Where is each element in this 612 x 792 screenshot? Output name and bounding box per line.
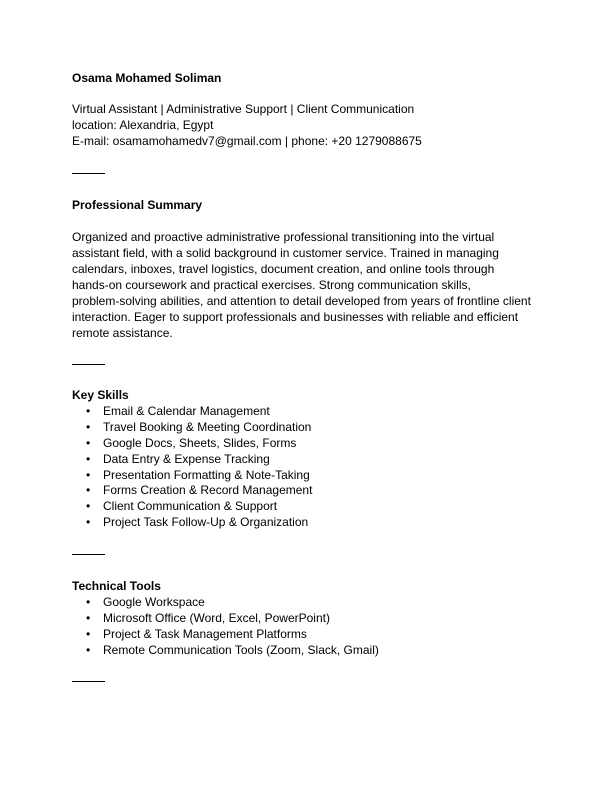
bullet-icon: •	[86, 419, 91, 434]
list-item	[72, 594, 379, 610]
summary-text	[72, 229, 531, 341]
bullet-icon: •	[86, 451, 91, 466]
bullet-icon: •	[86, 642, 91, 657]
bullet-icon: •	[86, 626, 91, 641]
location: location: Alexandria, Egypt	[72, 118, 214, 132]
contact-block	[72, 101, 422, 149]
tagline: Virtual Assistant | Administrative Support | Client Communication	[72, 102, 415, 116]
summary-line: Organized and proactive administrative professional transitioning into the virtual	[72, 230, 495, 244]
bullet-icon: •	[86, 499, 91, 514]
bullet-icon: •	[86, 467, 91, 482]
summary-heading: Professional Summary	[72, 198, 203, 212]
skills-heading: Key Skills	[72, 388, 129, 402]
bullet-icon: •	[86, 595, 91, 609]
list-item	[72, 610, 379, 626]
skill: Project Task Follow-Up & Organization	[103, 515, 309, 530]
list-item	[72, 419, 312, 435]
list-item	[72, 626, 379, 642]
summary-line: calendars, inboxes, travel logistics, document creation, and online tools through	[72, 262, 495, 276]
divider	[72, 554, 105, 555]
tool: Project & Task Management Platforms	[103, 626, 307, 641]
bullet-icon: •	[86, 515, 91, 530]
divider	[72, 681, 105, 682]
list-item	[72, 435, 312, 451]
bullet-icon: •	[86, 610, 91, 625]
skills-list	[72, 403, 312, 530]
list-item	[72, 403, 312, 419]
candidate-name: Osama Mohamed Soliman	[72, 71, 222, 85]
summary-line: problem-solving abilities, and attention to detail developed from years of frontline client	[72, 294, 531, 308]
list-item	[72, 514, 312, 530]
skill: Travel Booking & Meeting Coordination	[103, 419, 312, 434]
list-item	[72, 642, 379, 658]
summary-line: interaction. Eager to support professionals and businesses with reliable and efficient	[72, 310, 519, 324]
bullet-icon: •	[86, 483, 91, 498]
summary-line: remote assistance.	[72, 326, 173, 340]
divider	[72, 173, 105, 174]
bullet-icon: •	[86, 435, 91, 450]
skill: Data Entry & Expense Tracking	[103, 451, 270, 466]
tools-heading: Technical Tools	[72, 579, 161, 593]
summary-line: assistant field, with a solid background in customer service. Trained in managing	[72, 246, 499, 260]
list-item	[72, 482, 312, 498]
tool: Remote Communication Tools (Zoom, Slack, Gmail)	[103, 642, 379, 657]
list-item	[72, 498, 312, 514]
skill: Google Docs, Sheets, Slides, Forms	[103, 435, 297, 450]
tools-list	[72, 594, 379, 658]
contact-info: E-mail: osamamohamedv7@gmail.com | phone: +20 1279088675	[72, 134, 422, 148]
skill: Forms Creation & Record Management	[103, 483, 313, 498]
list-item	[72, 467, 312, 483]
tool: Microsoft Office (Word, Excel, PowerPoint)	[103, 610, 330, 625]
tool: Google Workspace	[103, 595, 205, 609]
list-item	[72, 451, 312, 467]
skill: Client Communication & Support	[103, 499, 278, 514]
summary-line: hands-on coursework and practical exercises. Strong communication skills,	[72, 278, 471, 292]
divider	[72, 364, 105, 365]
skill: Presentation Formatting & Note-Taking	[103, 467, 310, 482]
skill: Email & Calendar Management	[103, 404, 270, 418]
bullet-icon: •	[86, 404, 91, 418]
